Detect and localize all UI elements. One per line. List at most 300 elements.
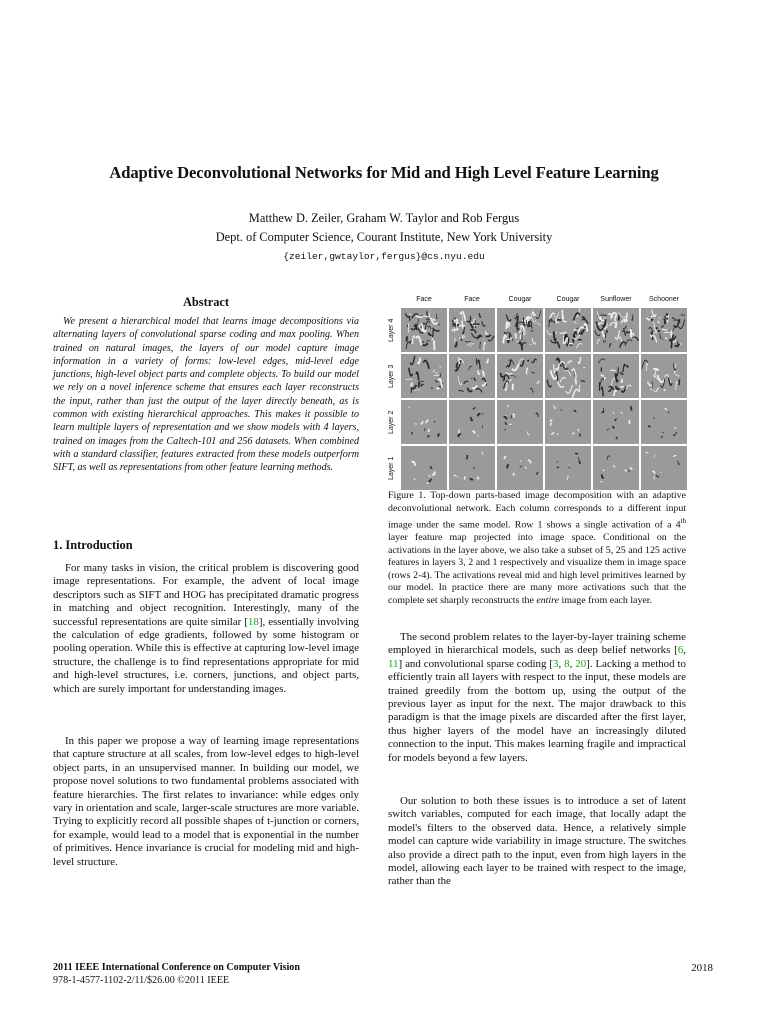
feature-stroke [678,461,680,465]
abstract-body: We present a hierarchical model that learns image decompositions via alternating layers of convolutional sparse coding and max pooling. When trained on natural images, the layers of our model capture image information in a variety of forms: low-level edges, mid-level edge junctions, high-level object parts and complete objects. To build our model we rely on a novel inference scheme that ensures each layer reconstructs the input, rather than just the output of the layer directly beneath, as is common with existing hierarchical approaches. This makes it possible to learn multiple layers of representation and we show models with 4 layers, trained on images from the Caltech-101 and 256 datasets. When combined with a standard classifier, features extracted from these models outperform SIFT, as well as representations from other feature learning methods. [53,316,359,474]
feature-stroke [433,319,435,321]
citation-link[interactable]: 11 [388,657,399,670]
feature-stroke [478,414,481,416]
feature-stroke [665,409,666,410]
feature-stroke [467,388,472,392]
feature-stroke [431,388,432,389]
feature-visualization [497,308,543,352]
feature-stroke [422,316,429,317]
figure-tile [593,308,639,352]
figure-column-label: Cougar [508,296,532,303]
feature-stroke [536,311,541,319]
feature-stroke [626,366,628,368]
feature-stroke [665,338,667,339]
section-heading-introduction: 1. Introduction [53,538,133,552]
feature-stroke [574,330,578,331]
citation-link[interactable]: 20 [575,657,587,670]
figure-tile [545,400,591,444]
feature-stroke [421,385,423,387]
feature-stroke [423,342,424,343]
feature-stroke [480,342,481,349]
feature-stroke [652,382,653,388]
affiliation: Dept. of Computer Science, Courant Institute, New York University [215,230,553,244]
feature-stroke [578,429,579,431]
feature-stroke [410,356,415,365]
feature-stroke [654,322,658,331]
feature-stroke [622,380,623,383]
figure-column-label: Schooner [649,296,679,303]
feature-visualization [449,446,495,490]
figure-tile [641,446,687,490]
feature-visualization [449,400,495,444]
feature-stroke [573,389,580,398]
feature-stroke [572,432,574,433]
feature-stroke [681,315,685,316]
feature-stroke [607,456,610,460]
feature-stroke [662,326,664,328]
feature-stroke [561,410,562,411]
feature-stroke [654,454,655,457]
feature-stroke [505,423,506,425]
feature-visualization [497,446,543,490]
feature-stroke [595,331,600,336]
figure-tile [641,354,687,398]
feature-visualization [641,446,687,490]
figure-column-label: Face [464,296,480,303]
feature-stroke [664,389,665,390]
footer-conference: 2011 IEEE International Conference on Computer Vision [53,962,300,973]
feature-stroke [551,420,552,422]
feature-stroke [505,375,509,380]
text-run: image from each layer. [559,595,652,607]
feature-stroke [652,310,657,316]
right-paragraph-2: Our solution to both these issues is to introduce a set of latent switch variables, computed for each image, that locally adapt the model's filters to the observed data. Hence, a relatively simple model can capture wide variability in image structure. The switches also provide a direct path to the input, even from high layers in the model, allowing each layer to be trained with respect to the image, rather than the [388,795,686,888]
feature-visualization [545,400,591,444]
feature-stroke [575,379,576,384]
feature-stroke [455,342,457,347]
feature-stroke [506,315,511,321]
feature-stroke [633,337,639,341]
feature-stroke [579,460,580,463]
feature-stroke [412,336,415,344]
feature-visualization [401,308,447,352]
feature-stroke [506,366,507,368]
figure-tile [449,400,495,444]
text-run: , [683,644,686,657]
feature-stroke [566,385,573,394]
feature-stroke [487,359,489,363]
feature-stroke [503,335,506,343]
feature-stroke [411,383,412,386]
feature-stroke [460,313,464,320]
feature-stroke [531,359,535,363]
feature-stroke [527,431,530,435]
feature-stroke [520,467,523,468]
feature-stroke [482,382,486,385]
feature-stroke [664,316,666,320]
feature-stroke [623,364,625,372]
feature-stroke [657,375,664,382]
feature-stroke [549,319,552,328]
feature-stroke [676,375,677,376]
feature-stroke [483,372,484,377]
feature-visualization [449,354,495,398]
figure-tile [449,354,495,398]
feature-stroke [663,432,664,433]
feature-stroke [569,467,570,468]
feature-stroke [607,429,609,431]
feature-visualization [641,308,687,352]
feature-stroke [554,331,556,340]
feature-stroke [470,478,473,479]
feature-stroke [551,340,555,343]
feature-visualization [545,308,591,352]
feature-stroke [532,372,536,373]
feature-stroke [468,341,475,345]
intro-paragraph-2: In this paper we propose a way of learning image representations that capture structure at all scales, from low-level edges to high-level object parts, in an unsupervised manner. In building our model, we propose novel solutions to two fundamental problems associated with feature hierarchies. The first relates to invariance: while edges only vary in orientation and scale, larger-scale structures are more variable. Trying to explicitly record all possible shapes of t-junction or corners, for example, would lead to a model that is exponential in the number of primitives. Hence invariance is crucial for modeling mid and high-level structure. [53,735,359,868]
text-run: layer feature map projected into image space. Conditional on the activations in the layer above, we also take a subset of 5, 25 and 125 active features in layers 3, 2 and 1 respectively and visualize them in image space (rows 2-4). The activations reveal mid and high level primitives learned by our model. In practice there are many more activations such that the complete set sharply reconstructs the [388,532,686,607]
feature-stroke [527,368,528,374]
feature-stroke [423,361,429,369]
feature-stroke [614,391,617,396]
text-run: Figure 1. Top-down parts-based image decomposition with an adaptive deconvolutional network. Each column corresponds to a different input image under the same model. Row 1 shows a single activation of a 4 [388,490,686,531]
feature-visualization [593,308,639,352]
text-run: For many tasks in vision, the critical problem is discovering good image representations. For example, the advent of local image descriptors such as SIFT and HOG has precipitated dramatic progress in matching and object recognition. Interestingly, many of the successful representations are quite similar [ [53,562,359,628]
feature-stroke [512,364,519,370]
feature-stroke [567,476,568,480]
feature-stroke [658,321,660,323]
feature-stroke [472,386,477,389]
feature-stroke [513,414,514,418]
figure-tile [401,446,447,490]
feature-stroke [504,457,506,460]
feature-stroke [426,319,430,320]
citation-link[interactable]: 6 [677,644,684,657]
feature-stroke [428,333,431,336]
feature-stroke [669,328,674,332]
feature-stroke [581,381,585,382]
emails: {zeiler,gwtaylor,fergus}@cs.nyu.edu [283,251,485,262]
feature-stroke [578,357,580,363]
feature-stroke [503,375,504,380]
feature-stroke [415,390,421,391]
feature-stroke [484,342,486,350]
feature-stroke [646,364,648,371]
feature-stroke [428,475,430,478]
figure-tile [593,354,639,398]
feature-stroke [661,436,662,437]
feature-stroke [535,323,540,326]
feature-stroke [604,377,605,379]
feature-stroke [426,420,429,423]
feature-stroke [617,367,619,376]
figure-tile [641,400,687,444]
feature-stroke [454,475,456,476]
abstract-heading: Abstract [182,295,230,309]
feature-stroke [428,429,429,431]
feature-visualization [497,354,543,398]
feature-stroke [422,324,423,332]
feature-stroke [421,381,424,382]
feature-stroke [615,418,617,420]
feature-stroke [530,388,533,393]
text-run: , [569,657,576,670]
feature-stroke [510,424,512,425]
figure-row-label: Layer 2 [388,410,395,434]
feature-stroke [631,329,632,337]
feature-stroke [601,375,604,376]
feature-stroke [547,380,551,387]
feature-stroke [434,341,435,350]
feature-stroke [656,475,659,477]
feature-stroke [426,482,428,483]
feature-stroke [536,472,538,474]
feature-stroke [613,427,615,429]
feature-stroke [556,332,557,333]
feature-stroke [615,316,616,321]
feature-stroke [602,329,605,336]
feature-stroke [433,472,436,475]
feature-stroke [674,428,676,429]
feature-stroke [461,339,462,341]
feature-stroke [555,342,560,348]
text-run: ] and convolutional sparse coding [ [398,657,553,670]
feature-stroke [575,453,578,454]
feature-stroke [610,323,616,326]
feature-stroke [625,340,632,346]
figure-tile [545,308,591,352]
feature-stroke [482,451,483,454]
feature-stroke [506,373,513,374]
feature-stroke [464,381,468,384]
feature-stroke [564,370,570,375]
feature-stroke [431,467,433,468]
feature-stroke [630,467,632,469]
feature-stroke [560,377,566,382]
feature-stroke [428,436,430,438]
feature-stroke [557,462,558,463]
figure-tile [593,446,639,490]
feature-visualization [497,400,543,444]
feature-stroke [574,410,576,411]
feature-stroke [471,417,473,421]
feature-stroke [433,370,435,372]
feature-stroke [408,324,409,333]
feature-stroke [674,435,675,436]
feature-stroke [421,421,423,424]
figure-tile [497,400,543,444]
feature-stroke [412,462,415,466]
figure-tile [449,446,495,490]
feature-stroke [511,415,512,418]
feature-stroke [536,413,539,417]
right-paragraph-1 [388,631,686,765]
feature-stroke [550,313,555,318]
feature-visualization [545,354,591,398]
feature-stroke [435,373,437,375]
figure-tile [449,308,495,352]
feature-stroke [565,362,570,368]
feature-stroke [613,412,614,413]
feature-stroke [507,465,508,468]
feature-stroke [616,386,620,389]
feature-stroke [473,407,476,409]
superscript: th [680,517,686,526]
feature-stroke [528,361,529,362]
feature-stroke [428,326,432,329]
feature-stroke [661,379,665,387]
feature-stroke [523,318,524,324]
feature-stroke [486,335,491,337]
feature-stroke [482,321,486,326]
feature-stroke [414,478,415,480]
figure-tile [401,308,447,352]
feature-stroke [467,455,468,459]
citation-link[interactable]: 3 [553,657,559,670]
text-run: The second problem relates to the layer-by-layer training scheme employed in hierarchical models, such as deep belief networks [ [388,631,686,657]
text-run: ], essentially involving the calculation of edge gradients, followed by some histogram or pooling operation. While this is effective at capturing low-level image structure, the challenge is to find representations appropriate for mid and high-level structures, i.e. corners, junctions, and object parts, which are surely important for understanding images. [53,615,359,695]
figure-column-label: Cougar [556,296,580,303]
figure-column-label: Face [416,296,432,303]
feature-stroke [679,380,680,385]
feature-stroke [621,412,623,413]
feature-stroke [560,332,567,333]
feature-stroke [562,310,563,319]
feature-visualization [593,446,639,490]
intro-paragraph-1 [53,562,359,696]
figure-tile [401,400,447,444]
feature-stroke [469,366,472,370]
feature-stroke [646,452,649,453]
feature-visualization [593,400,639,444]
feature-stroke [476,389,482,393]
feature-stroke [620,387,624,388]
feature-stroke [506,322,507,329]
figure-tile [641,308,687,352]
feature-stroke [477,358,478,364]
feature-stroke [525,466,527,469]
feature-stroke [459,358,460,364]
feature-stroke [500,373,503,377]
page-number: 2018 [691,962,713,974]
feature-stroke [406,342,410,349]
feature-stroke [613,465,615,468]
feature-stroke [623,326,626,330]
feature-stroke [555,312,560,317]
emphasis: entire [536,595,560,607]
feature-stroke [418,358,421,364]
feature-stroke [551,432,554,434]
feature-stroke [568,361,572,363]
feature-visualization [641,400,687,444]
feature-visualization [449,308,495,352]
feature-stroke [601,387,603,396]
feature-stroke [419,382,420,387]
feature-stroke [510,375,516,377]
feature-stroke [519,342,522,350]
figure-tile [401,354,447,398]
feature-stroke [600,378,604,385]
feature-stroke [604,408,605,411]
feature-stroke [520,360,524,366]
feature-stroke [547,330,552,335]
feature-stroke [600,317,604,321]
feature-stroke [515,334,516,339]
feature-stroke [619,337,622,343]
feature-stroke [605,330,608,338]
figure-caption [388,490,686,608]
feature-stroke [603,469,605,470]
figure-tile [545,446,591,490]
feature-stroke [558,382,564,387]
citation-link[interactable]: 18 [247,615,259,628]
feature-stroke [433,329,440,331]
footer-isbn: 978-1-4577-1102-2/11/$26.00 ©2011 IEEE [53,975,230,986]
feature-stroke [532,338,536,344]
feature-stroke [672,317,674,318]
feature-stroke [436,314,437,319]
feature-stroke [416,372,419,380]
feature-stroke [409,368,413,376]
feature-stroke [431,318,438,324]
feature-stroke [508,333,510,342]
feature-visualization [401,446,447,490]
feature-stroke [438,434,439,436]
feature-stroke [515,325,517,332]
figure-tile [497,308,543,352]
feature-stroke [625,470,628,471]
feature-stroke [504,417,507,419]
feature-stroke [563,320,567,321]
feature-stroke [620,342,626,348]
feature-stroke [626,385,632,389]
feature-stroke [482,413,483,415]
figure-row-label: Layer 1 [388,456,395,480]
feature-stroke [537,381,540,384]
feature-stroke [610,370,616,371]
figure-row-label: Layer 4 [388,318,395,342]
feature-stroke [608,388,611,392]
feature-stroke [410,341,411,343]
feature-stroke [631,406,632,410]
feature-visualization [401,400,447,444]
feature-stroke [471,319,475,324]
feature-stroke [660,334,661,339]
citation-link[interactable]: 8 [564,657,570,670]
feature-stroke [632,315,633,321]
feature-stroke [528,460,531,463]
feature-stroke [619,312,626,317]
figure-tile [497,446,543,490]
feature-stroke [530,321,532,329]
feature-stroke [406,379,413,380]
feature-stroke [597,339,600,344]
feature-stroke [654,418,655,419]
feature-stroke [458,376,462,385]
feature-stroke [603,340,604,342]
feature-visualization [545,446,591,490]
feature-stroke [471,333,478,338]
figure-tile [593,400,639,444]
feature-visualization [641,354,687,398]
feature-stroke [623,331,626,336]
feature-stroke [648,382,652,386]
feature-stroke [602,474,604,477]
feature-stroke [437,388,440,389]
figure-tile [497,354,543,398]
feature-stroke [478,360,480,369]
text-run: , [558,657,565,670]
